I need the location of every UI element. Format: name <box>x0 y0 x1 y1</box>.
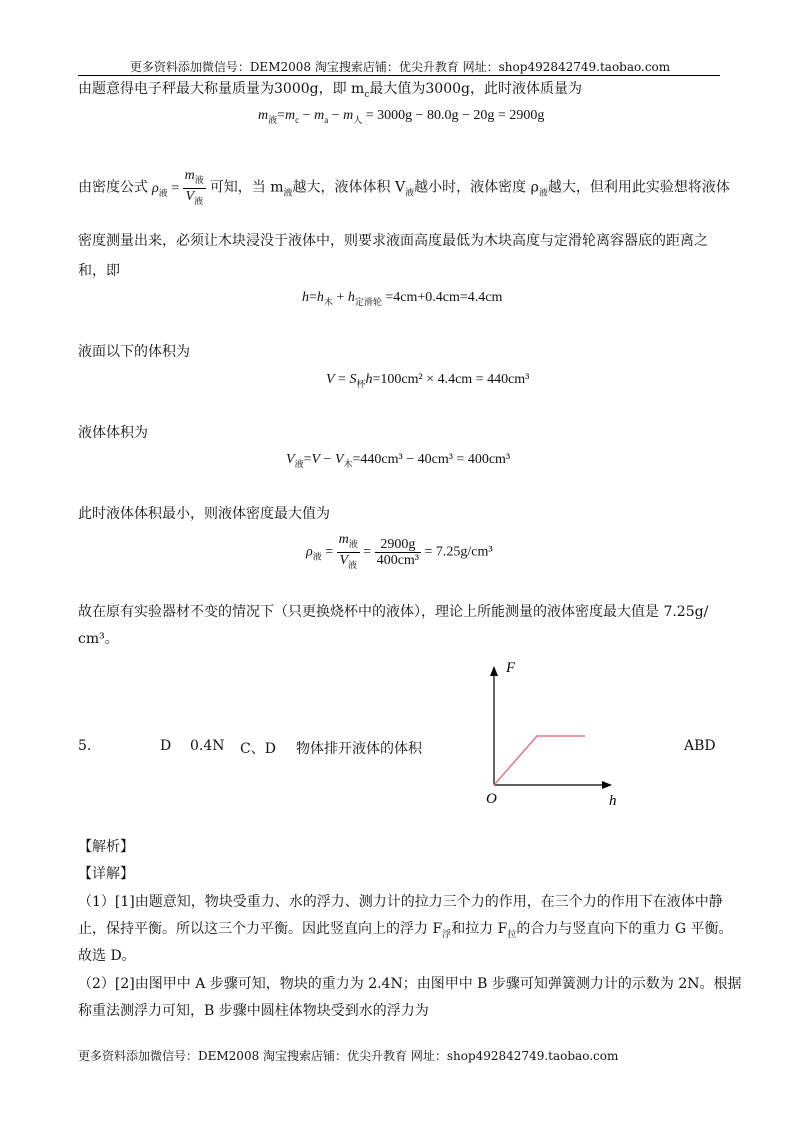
section-xiangjie: 【详解】 <box>78 866 134 882</box>
q5-answer-4: 物体排开液体的体积 <box>296 741 422 757</box>
paragraph-3: 密度测量出来，必须让木块浸没于液体中，则要求液面高度最低为木块高度与定滑轮离容器底的距离之 <box>78 233 708 249</box>
header-divider <box>78 75 720 76</box>
q5-number: 5. <box>78 738 92 754</box>
x-axis-label: h <box>609 793 617 809</box>
paragraph-11: 止，保持平衡。所以这三个力平衡。因此竖直向上的浮力 $F_浮$和拉力 $F_拉$的合力与竖直向下的重力 G 平衡。 <box>78 921 733 940</box>
paragraph-6: 液体体积为 <box>78 425 148 441</box>
equation-density-max: $\rho_液$ = $\frac{m_液}{V_液}$ = $\frac{2900g}{\text{400cm³}}$ = 7.25g/cm³ <box>306 532 493 570</box>
force-curve <box>494 736 585 785</box>
x-axis-arrow <box>602 781 612 789</box>
q5-answer-5: ABD <box>684 738 716 754</box>
force-depth-graph <box>470 660 630 810</box>
q5-answer-2: 0.4N <box>190 738 225 754</box>
equation-liquid-mass: $m_液=m_c - m_a - m_人 = 3000g - 80.0g - 20g = 2900g$ <box>258 108 545 125</box>
q5-answer-3: C、D <box>240 741 276 757</box>
paragraph-8: 故在原有实验器材不变的情况下（只更换烧杯中的液体），理论上所能测量的液体密度最大值是 7.25g/ <box>78 604 709 620</box>
paragraph-2: 由密度公式 $\rho_液$ = $\frac{m_液}{V_液}$ 可知，当 $m_液$越大，液体体积 $V_液$越小时，液体密度 $\rho_液$越大，但利用此实验想将液体 <box>78 168 730 206</box>
paragraph-9: cm³。 <box>78 631 119 647</box>
q5-answer-1: D <box>160 738 172 754</box>
page-footer: 更多资料添加微信号：DEM2008 淘宝搜索店铺：优尖升教育 网址：shop492842749.taobao.com <box>78 1049 619 1063</box>
section-jiexi: 【解析】 <box>78 839 134 855</box>
paragraph-14: 称重法测浮力可知，B 步骤中圆柱体物块受到水的浮力为 <box>78 1003 429 1019</box>
y-axis-arrow <box>490 666 498 676</box>
paragraph-13: （2）[2]由图甲中 A 步骤可知，物块的重力为 2.4N；由图甲中 B 步骤可知弹簧测力计的示数为 2N。根据 <box>78 976 742 992</box>
paragraph-10: （1）[1]由题意知，物块受重力、水的浮力、测力计的拉力三个力的作用，在三个力的作用下在液体中静 <box>78 894 723 910</box>
origin-label: O <box>486 791 497 807</box>
paragraph-4: 和，即 <box>78 263 120 279</box>
equation-height: $h=h_木 + h_{定滑轮} =4cm+0.4cm=4.4cm$ <box>302 290 503 307</box>
paragraph-12: 故选 D。 <box>78 948 136 964</box>
y-axis-label: F <box>506 660 516 676</box>
paragraph-7: 此时液体体积最小，则液体密度最大值为 <box>78 506 330 522</box>
paragraph-1: 由题意得电子秤最大称量质量为3000g，即 $m_c$最大值为3000g，此时液体质量为 <box>78 81 582 100</box>
paragraph-5: 液面以下的体积为 <box>78 344 190 360</box>
page-header: 更多资料添加微信号：DEM2008 淘宝搜索店铺：优尖升教育 网址：shop492842749.taobao.com <box>129 60 671 74</box>
equation-volume: $V = S_杯h=100cm^2 \times 4.4cm = 440cm^3$ <box>326 372 530 389</box>
equation-liquid-volume: $V_液=V - V_木=440cm^3 - 40cm^3 = 400cm^3$ <box>286 452 511 469</box>
